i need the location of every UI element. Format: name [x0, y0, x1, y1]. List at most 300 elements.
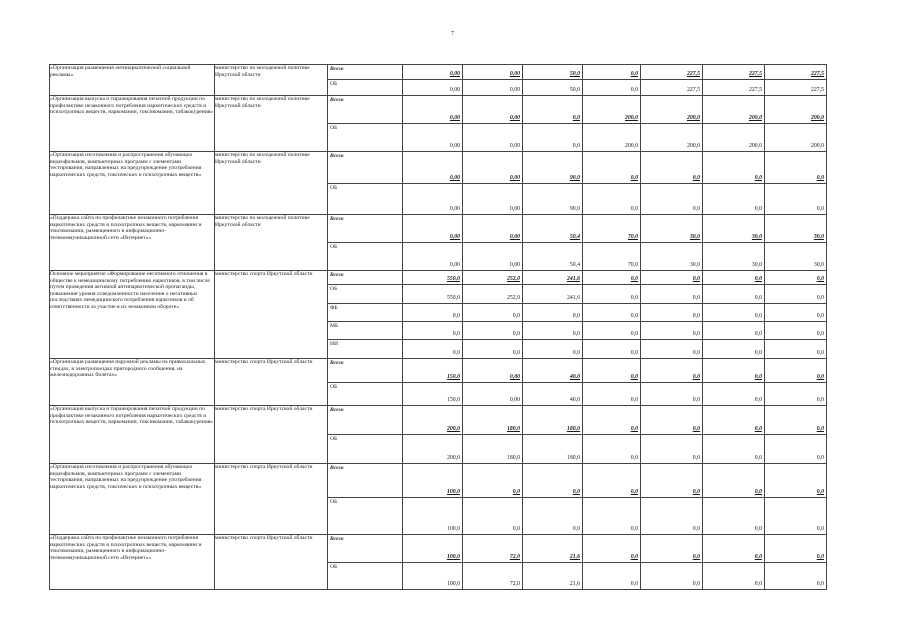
- value-cell: [641, 152, 703, 215]
- source-value: 0,0: [816, 331, 824, 338]
- sub-row: [403, 303, 462, 321]
- total-value: 200,0: [624, 115, 638, 122]
- value-cell: [765, 464, 827, 535]
- total-value: 50,4: [569, 234, 580, 241]
- total-value: 0,00: [509, 115, 520, 122]
- sub-row: [328, 284, 402, 303]
- sub-row: [583, 406, 640, 434]
- value-cell: [583, 152, 641, 215]
- value-cell: [583, 535, 641, 590]
- value-cell: [463, 215, 523, 271]
- sub-row: [463, 339, 522, 358]
- total-value: 200,0: [446, 426, 460, 433]
- value-cell: [463, 464, 523, 535]
- responsible-cell: министерство спорта Иркутской области: [215, 535, 328, 590]
- total-value: 0,0: [692, 374, 700, 381]
- sub-row: [523, 464, 582, 497]
- value-cell: [703, 271, 765, 359]
- funding-source-label: Всего: [330, 153, 344, 159]
- value-cell: [463, 96, 523, 152]
- responsible-cell: министерство по молодежной политике Иркутской области: [215, 152, 328, 215]
- source-value: 0,00: [449, 206, 460, 213]
- source-value: 0,0: [512, 313, 520, 320]
- total-value: 0,0: [630, 175, 638, 182]
- total-value: 550,0: [446, 276, 460, 283]
- sub-row: [463, 406, 522, 434]
- source-value: 0,0: [452, 313, 460, 320]
- sub-row: [463, 359, 522, 382]
- sub-row: [403, 215, 462, 242]
- value-cell: [641, 406, 703, 464]
- source-value: 0,0: [512, 526, 520, 533]
- source-value: 0,0: [572, 350, 580, 357]
- sub-row: [641, 406, 702, 434]
- funding-source-label: ОБ: [330, 185, 338, 191]
- sub-row: [523, 497, 582, 534]
- activity-name-cell: «Поддержка сайта по профилактике незаконного потребления наркотических средств и психотропных веществ, наркомании и токсикомании, размещенного в информационно-телекоммуникационной сети «Интернет»»: [50, 215, 215, 271]
- source-value: 200,0: [748, 143, 762, 150]
- source-value: 0,0: [816, 350, 824, 357]
- source-value: 0,0: [630, 350, 638, 357]
- sub-row: [765, 215, 826, 242]
- sub-row: [583, 497, 640, 534]
- sub-row: [328, 497, 402, 534]
- sub-row: [703, 215, 764, 242]
- source-label-cell: [328, 152, 403, 215]
- activity-name-cell: «Поддержка сайта по профилактике незаконного потребления наркотических средств и психотропных веществ, наркомании и токсикомании, размещенного в информационно-телекоммуникационной сети «Интернет»»: [50, 535, 215, 590]
- source-value: 0,0: [630, 206, 638, 213]
- sub-row: [328, 96, 402, 123]
- total-value: 0,0: [630, 489, 638, 496]
- sub-row: [583, 242, 640, 270]
- sub-row: [523, 406, 582, 434]
- sub-row: [403, 242, 462, 270]
- source-value: 0,0: [692, 397, 700, 404]
- sub-row: [328, 434, 402, 463]
- total-value: 30,0: [689, 234, 700, 241]
- source-value: 50,0: [569, 87, 580, 94]
- sub-row: [641, 65, 702, 79]
- source-label-cell: [328, 406, 403, 464]
- source-value: 0,0: [572, 313, 580, 320]
- sub-row: [641, 303, 702, 321]
- sub-row: [703, 242, 764, 270]
- source-value: 0,0: [754, 295, 762, 302]
- source-value: 550,0: [446, 295, 460, 302]
- table-row: [50, 535, 827, 590]
- value-cell: [703, 152, 765, 215]
- value-cell: [765, 271, 827, 359]
- total-value: 0,0: [816, 426, 824, 433]
- total-value: 0,0: [816, 175, 824, 182]
- funding-source-label: ОБ: [330, 384, 338, 390]
- sub-row: [463, 434, 522, 463]
- sub-row: [765, 183, 826, 214]
- total-value: 180,0: [566, 426, 580, 433]
- sub-row: [765, 339, 826, 358]
- source-value: 180,0: [566, 455, 580, 462]
- sub-row: [463, 79, 522, 95]
- value-cell: [523, 96, 583, 152]
- total-value: 0,0: [692, 554, 700, 561]
- total-value: 0,0: [816, 374, 824, 381]
- source-value: 0,0: [816, 206, 824, 213]
- funding-source-label: МБ: [330, 323, 339, 329]
- sub-row: [703, 382, 764, 405]
- source-value: 50,4: [569, 262, 580, 269]
- sub-row: [703, 79, 764, 95]
- sub-row: [328, 359, 402, 382]
- sub-row: [328, 339, 402, 358]
- value-cell: [583, 65, 641, 96]
- funding-source-label: Всего: [330, 97, 344, 103]
- total-value: 0,00: [449, 71, 460, 78]
- sub-row: [583, 215, 640, 242]
- source-value: 100,0: [446, 526, 460, 533]
- value-cell: [703, 65, 765, 96]
- total-value: 72,0: [509, 554, 520, 561]
- total-value: 0,0: [572, 489, 580, 496]
- sub-row: [328, 123, 402, 151]
- source-value: 0,0: [692, 206, 700, 213]
- sub-row: [403, 434, 462, 463]
- table-row: [50, 215, 827, 271]
- sub-row: [403, 464, 462, 497]
- total-value: 0,0: [754, 489, 762, 496]
- total-value: 150,0: [446, 374, 460, 381]
- table-row: [50, 152, 827, 215]
- source-value: 0,0: [512, 331, 520, 338]
- responsible-cell: министерство по молодежной политике Иркутской области: [215, 96, 328, 152]
- value-cell: [765, 96, 827, 152]
- value-cell: [463, 359, 523, 406]
- sub-row: [765, 303, 826, 321]
- table-row: [50, 271, 827, 359]
- value-cell: [523, 65, 583, 96]
- value-cell: [463, 65, 523, 96]
- total-value: 0,00: [509, 234, 520, 241]
- source-value: 200,0: [810, 143, 824, 150]
- source-value: 0,0: [816, 455, 824, 462]
- value-cell: [523, 464, 583, 535]
- total-value: 21,6: [569, 554, 580, 561]
- sub-row: [403, 535, 462, 562]
- sub-row: [641, 96, 702, 123]
- value-cell: [765, 406, 827, 464]
- source-value: 40,0: [569, 397, 580, 404]
- sub-row: [523, 339, 582, 358]
- sub-row: [641, 79, 702, 95]
- sub-row: [403, 96, 462, 123]
- sub-row: [641, 123, 702, 151]
- value-cell: [641, 464, 703, 535]
- total-value: 241,6: [566, 276, 580, 283]
- sub-row: [583, 96, 640, 123]
- value-cell: [463, 152, 523, 215]
- total-value: 90,0: [569, 175, 580, 182]
- sub-row: [765, 562, 826, 589]
- source-value: 0,0: [692, 313, 700, 320]
- sub-row: [641, 339, 702, 358]
- total-value: 227,5: [686, 71, 700, 78]
- value-cell: [523, 535, 583, 590]
- sub-row: [641, 215, 702, 242]
- sub-row: [328, 321, 402, 339]
- funding-source-label: ФБ: [330, 305, 338, 311]
- source-value: 70,0: [627, 262, 638, 269]
- sub-row: [523, 123, 582, 151]
- sub-row: [463, 65, 522, 79]
- sub-row: [403, 321, 462, 339]
- sub-row: [328, 464, 402, 497]
- total-value: 30,0: [751, 234, 762, 241]
- value-cell: [523, 271, 583, 359]
- funding-source-label: Всего: [330, 360, 344, 366]
- value-cell: [403, 359, 463, 406]
- sub-row: [583, 79, 640, 95]
- total-value: 227,5: [810, 71, 824, 78]
- value-cell: [765, 535, 827, 590]
- source-value: 0,0: [754, 313, 762, 320]
- source-value: 0,0: [816, 526, 824, 533]
- sub-row: [583, 271, 640, 284]
- sub-row: [703, 123, 764, 151]
- total-value: 0,0: [692, 489, 700, 496]
- sub-row: [328, 242, 402, 270]
- sub-row: [463, 303, 522, 321]
- sub-row: [703, 406, 764, 434]
- source-label-cell: [328, 65, 403, 96]
- sub-row: [765, 271, 826, 284]
- sub-row: [641, 497, 702, 534]
- value-cell: [583, 96, 641, 152]
- source-value: 0,0: [630, 526, 638, 533]
- sub-row: [463, 123, 522, 151]
- source-value: 30,0: [689, 262, 700, 269]
- total-value: 0,0: [816, 276, 824, 283]
- sub-row: [583, 65, 640, 79]
- value-cell: [583, 406, 641, 464]
- sub-row: [523, 183, 582, 214]
- sub-row: [523, 284, 582, 303]
- source-value: 0,0: [452, 331, 460, 338]
- source-value: 0,0: [754, 455, 762, 462]
- sub-row: [328, 152, 402, 183]
- total-value: 0,0: [754, 175, 762, 182]
- funding-source-label: ОБ: [330, 125, 338, 131]
- sub-row: [523, 321, 582, 339]
- sub-row: [463, 321, 522, 339]
- source-value: 30,0: [751, 262, 762, 269]
- sub-row: [641, 183, 702, 214]
- source-value: 0,00: [509, 262, 520, 269]
- sub-row: [403, 284, 462, 303]
- table-row: [50, 406, 827, 464]
- sub-row: [523, 271, 582, 284]
- sub-row: [523, 382, 582, 405]
- sub-row: [463, 284, 522, 303]
- source-value: 200,0: [686, 143, 700, 150]
- sub-row: [523, 535, 582, 562]
- source-label-cell: [328, 271, 403, 359]
- value-cell: [523, 152, 583, 215]
- sub-row: [703, 321, 764, 339]
- sub-row: [703, 464, 764, 497]
- total-value: 200,0: [748, 115, 762, 122]
- source-value: 252,0: [506, 295, 520, 302]
- value-cell: [523, 215, 583, 271]
- source-value: 21,6: [569, 581, 580, 588]
- sub-row: [641, 434, 702, 463]
- sub-row: [403, 271, 462, 284]
- sub-row: [641, 242, 702, 270]
- sub-row: [463, 497, 522, 534]
- value-cell: [463, 406, 523, 464]
- sub-row: [703, 535, 764, 562]
- sub-row: [463, 215, 522, 242]
- value-cell: [641, 271, 703, 359]
- funding-source-label: Всего: [330, 216, 344, 222]
- sub-row: [765, 96, 826, 123]
- sub-row: [403, 183, 462, 214]
- total-value: 50,0: [569, 71, 580, 78]
- sub-row: [703, 497, 764, 534]
- value-cell: [641, 65, 703, 96]
- value-cell: [703, 359, 765, 406]
- sub-row: [403, 497, 462, 534]
- funding-source-label: Всего: [330, 536, 344, 542]
- sub-row: [463, 562, 522, 589]
- value-cell: [641, 359, 703, 406]
- sub-row: [403, 359, 462, 382]
- value-cell: [463, 535, 523, 590]
- source-value: 0,0: [512, 350, 520, 357]
- responsible-cell: министерство спорта Иркутской области: [215, 406, 328, 464]
- source-value: 90,0: [569, 206, 580, 213]
- budget-table: [49, 64, 827, 590]
- sub-row: [641, 152, 702, 183]
- source-value: 0,00: [449, 87, 460, 94]
- value-cell: [403, 271, 463, 359]
- sub-row: [703, 303, 764, 321]
- funding-source-label: ОБ: [330, 244, 338, 250]
- responsible-cell: министерство спорта Иркутской области: [215, 271, 328, 359]
- sub-row: [703, 271, 764, 284]
- funding-source-label: ОБ: [330, 286, 338, 292]
- sub-row: [583, 382, 640, 405]
- source-label-cell: [328, 464, 403, 535]
- sub-row: [765, 123, 826, 151]
- source-value: 0,0: [692, 455, 700, 462]
- source-value: 0,00: [449, 143, 460, 150]
- sub-row: [523, 562, 582, 589]
- sub-row: [463, 382, 522, 405]
- total-value: 40,0: [569, 374, 580, 381]
- sub-row: [328, 382, 402, 405]
- sub-row: [703, 339, 764, 358]
- source-value: 0,00: [509, 206, 520, 213]
- sub-row: [583, 562, 640, 589]
- source-value: 0,0: [816, 397, 824, 404]
- total-value: 0,0: [572, 115, 580, 122]
- funding-source-label: ИИ: [330, 341, 339, 347]
- value-cell: [703, 406, 765, 464]
- sub-row: [328, 303, 402, 321]
- total-value: 0,00: [509, 374, 520, 381]
- sub-row: [703, 183, 764, 214]
- responsible-cell: министерство спорта Иркутской области: [215, 359, 328, 406]
- source-label-cell: [328, 96, 403, 152]
- value-cell: [403, 215, 463, 271]
- funding-source-label: Всего: [330, 465, 344, 471]
- sub-row: [641, 535, 702, 562]
- sub-row: [703, 96, 764, 123]
- total-value: 0,00: [449, 115, 460, 122]
- sub-row: [523, 79, 582, 95]
- total-value: 200,0: [810, 115, 824, 122]
- sub-row: [463, 464, 522, 497]
- total-value: 0,0: [816, 554, 824, 561]
- sub-row: [328, 562, 402, 589]
- source-value: 200,0: [624, 143, 638, 150]
- sub-row: [583, 339, 640, 358]
- value-cell: [403, 152, 463, 215]
- source-value: 0,0: [630, 397, 638, 404]
- sub-row: [328, 271, 402, 284]
- table-row: [50, 96, 827, 152]
- sub-row: [463, 183, 522, 214]
- source-value: 0,0: [452, 350, 460, 357]
- source-value: 0,00: [509, 143, 520, 150]
- total-value: 0,0: [692, 426, 700, 433]
- funding-source-label: Всего: [330, 407, 344, 413]
- value-cell: [583, 271, 641, 359]
- sub-row: [703, 359, 764, 382]
- source-value: 0,0: [630, 331, 638, 338]
- value-cell: [403, 65, 463, 96]
- sub-row: [765, 406, 826, 434]
- value-cell: [403, 464, 463, 535]
- activity-name-cell: «Организация выпуска и тиражирования печатной продукции по профилактике незаконного потребления наркотических средств и психотропных веществ, наркомании, токсикомании, табакокурения»: [50, 96, 215, 152]
- sub-row: [583, 535, 640, 562]
- total-value: 0,0: [754, 276, 762, 283]
- sub-row: [641, 284, 702, 303]
- value-cell: [703, 96, 765, 152]
- sub-row: [583, 321, 640, 339]
- activity-name-cell: Основное мероприятие «Формирование негативного отношения в обществе к немедицинскому потреблению наркотиков, в том числе путем проведения активной антинаркотической пропаганды, повышения уровня осведомленности населения о негативных последствиях немедицинского потребления наркотиков и об ответственности за участие в их незаконном обороте»: [50, 271, 215, 359]
- sub-row: [641, 562, 702, 589]
- sub-row: [765, 535, 826, 562]
- sub-row: [703, 65, 764, 79]
- source-value: 0,0: [572, 143, 580, 150]
- total-value: 0,00: [509, 175, 520, 182]
- source-value: 0,0: [572, 331, 580, 338]
- sub-row: [703, 284, 764, 303]
- sub-row: [583, 183, 640, 214]
- value-cell: [765, 152, 827, 215]
- table-row: [50, 464, 827, 535]
- value-cell: [583, 464, 641, 535]
- total-value: 30,0: [813, 234, 824, 241]
- sub-row: [583, 123, 640, 151]
- sub-row: [765, 284, 826, 303]
- source-value: 0,0: [754, 581, 762, 588]
- funding-source-label: ОБ: [330, 436, 338, 442]
- source-label-cell: [328, 215, 403, 271]
- sub-row: [403, 382, 462, 405]
- source-value: 180,0: [506, 455, 520, 462]
- sub-row: [765, 497, 826, 534]
